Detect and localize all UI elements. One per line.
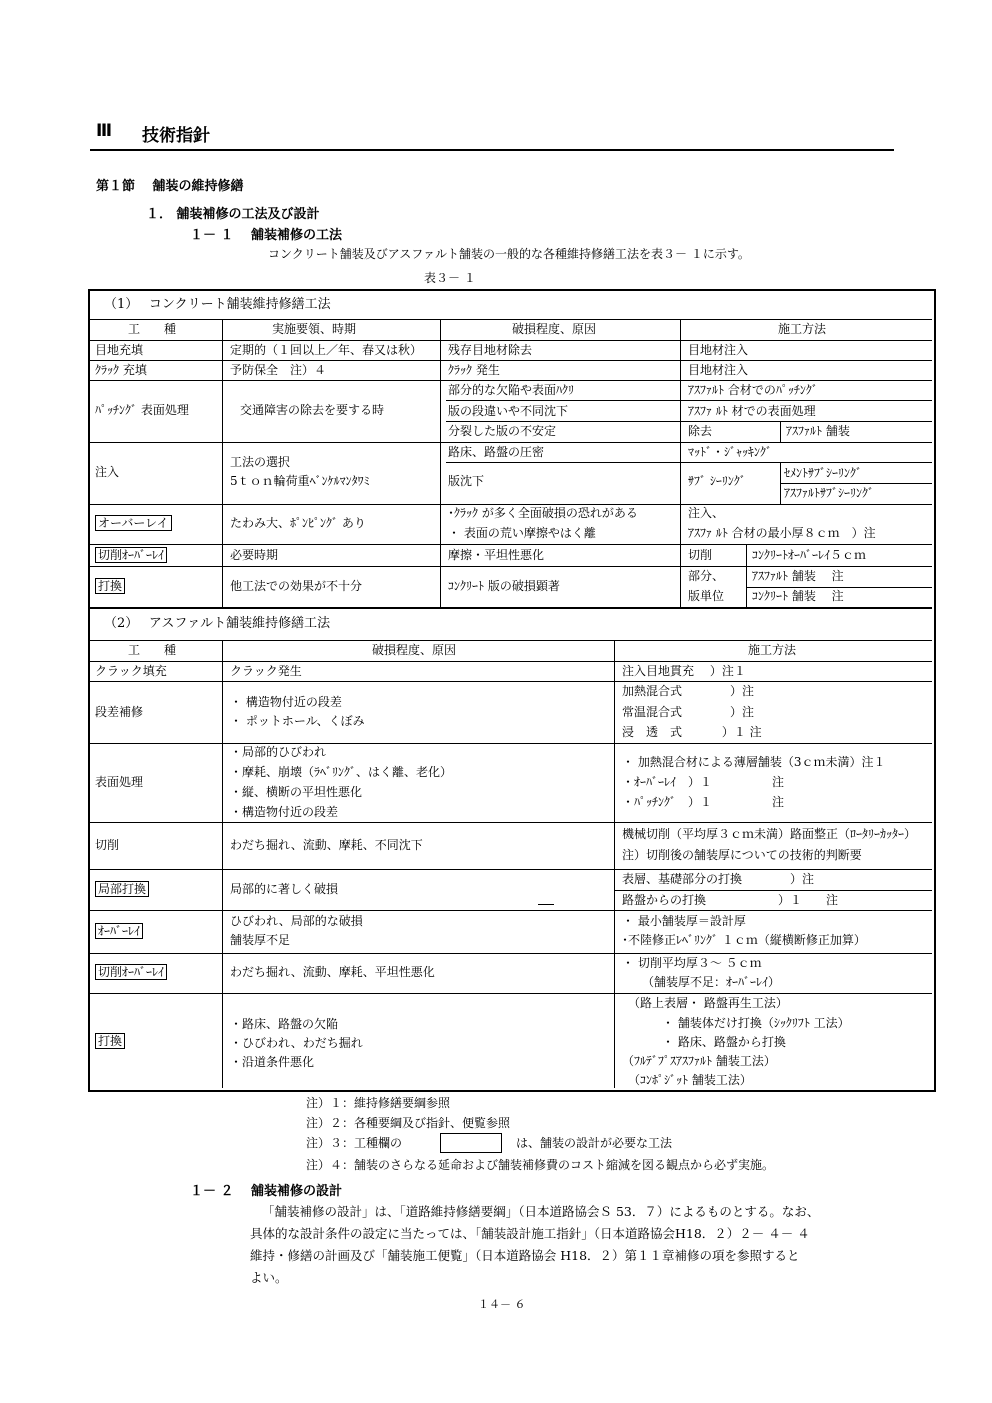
asphalt-r3-damage-3: ・縦、横断の平坦性悪化 — [230, 785, 363, 799]
asphalt-r6-damage-1: ひびわれ、局部的な破損 — [230, 914, 363, 928]
asphalt-r5-method-1: 表層、基礎部分の打換 ）注 — [622, 872, 815, 886]
concrete-r7-method-1b: ｱｽﾌｧﾙﾄ 舗装 注 — [752, 569, 844, 583]
design-required-frame: 打換 — [95, 1033, 125, 1049]
subsection-title: １． 舗装補修の工法及び設計 — [146, 207, 320, 222]
paragraph-line-2: 具体的な設計条件の設定に当たっては、「舗装設計施工指針」（日本道路協会H18．２）２－ ４－ ４ — [250, 1226, 810, 1241]
asphalt-r6-method-2: ･不陸修正ﾚﾍﾞﾘﾝｸﾞ １ｃｍ（縦横断修正加算） — [622, 933, 866, 947]
concrete-r2-damage: ｸﾗｯｸ 発生 — [448, 363, 500, 377]
asphalt-r4-type: 切削 — [95, 838, 120, 852]
asphalt-r8-damage-2: ・ひびわれ、わだち掘れ — [230, 1036, 363, 1050]
asphalt-r1-method: 注入目地貫充 ）注１ — [622, 664, 746, 678]
design-required-frame: 打換 — [95, 578, 125, 594]
asphalt-header-damage: 破損程度、原因 — [372, 643, 457, 657]
subsubsection-title: １－ １ 舗装補修の工法 — [190, 228, 343, 243]
concrete-r6-method-1: 切削 — [688, 548, 713, 562]
asphalt-r8-method-4: （ﾌﾙﾃﾞﾌﾟｽｱｽﾌｧﾙﾄ 舗装工法） — [622, 1054, 776, 1068]
concrete-r4-type: 注入 — [95, 465, 120, 479]
asphalt-r2-method-1: 加熱混合式 ）注 — [622, 684, 755, 698]
concrete-r3-timing: 交通障害の除去を要する時 — [240, 403, 385, 417]
asphalt-r6-method-1: ・ 最小舗装厚＝設計厚 — [622, 914, 746, 928]
asphalt-r8-damage-3: ・沿道条件悪化 — [230, 1055, 315, 1069]
design-required-frame: 切削ｵｰﾊﾞｰﾚｲ — [95, 547, 167, 563]
asphalt-r2-method-2: 常温混合式 ）注 — [622, 705, 755, 719]
concrete-header-method: 施工方法 — [778, 322, 827, 336]
asphalt-r3-type: 表面処理 — [95, 775, 144, 789]
paragraph-line-1: 「舗装補修の設計」は、「道路維持修繕要綱」（日本道路協会Ｓ 53．７）によるものとする。なお、 — [262, 1204, 820, 1219]
concrete-r4-damage-2: 版沈下 — [448, 474, 485, 488]
chapter-rule — [90, 149, 894, 151]
asphalt-r2-type: 段差補修 — [95, 705, 144, 719]
asphalt-r8-method-1: （路上表層・ 路盤再生工法） — [628, 996, 788, 1010]
concrete-r7-method-2b: ｺﾝｸﾘｰﾄ 舗装 注 — [752, 589, 844, 603]
note-1: 注）１：維持修繕要綱参照 — [306, 1096, 451, 1110]
concrete-r1-type: 目地充填 — [95, 343, 144, 357]
asphalt-r8-type — [95, 1034, 125, 1049]
concrete-r1-method: 目地材注入 — [688, 343, 749, 357]
concrete-r5-damage-2: ・ 表面の荒い摩擦やはく離 — [448, 526, 596, 540]
asphalt-r8-method-5: （ｺﾝﾎﾟｼﾞｯﾄ 舗装工法） — [628, 1073, 752, 1087]
table-caption: 表３－ １ — [424, 271, 476, 285]
concrete-header-timing: 実施要領、時期 — [272, 322, 357, 336]
concrete-r5-damage-1: ･ｸﾗｯｸ が多く全面破損の恐れがある — [448, 506, 638, 520]
concrete-r4-timing-2: 5ｔｏｎ輪荷重ﾍﾞﾝｹﾙﾏﾝﾀﾜﾐ — [230, 474, 370, 488]
concrete-r3-method-3a: 除去 — [688, 424, 713, 438]
concrete-r6-damage: 摩擦・平坦性悪化 — [448, 548, 545, 562]
note-2: 注）２：各種要綱及び指針、便覧参照 — [306, 1116, 511, 1130]
concrete-r3-damage-2: 版の段違いや不同沈下 — [448, 404, 569, 418]
concrete-r2-method: 目地材注入 — [688, 363, 749, 377]
asphalt-r3-damage-1: ・局部的ひびわれ — [230, 745, 327, 759]
concrete-r6-type — [95, 548, 167, 563]
concrete-r3-method-2: ｱｽﾌｧ ﾙﾄ 材での表面処理 — [688, 404, 816, 418]
concrete-r4-damage-1: 路床、路盤の圧密 — [448, 445, 545, 459]
concrete-header-damage: 破損程度、原因 — [512, 322, 597, 336]
note-3b: は、舗装の設計が必要な工法 — [516, 1136, 673, 1150]
asphalt-r3-damage-4: ・構造物付近の段差 — [230, 805, 339, 819]
note-4: 注）４：舗装のさらなる延命および舗装補修費のコスト縮減を図る観点から必ず実施。 — [306, 1158, 775, 1172]
concrete-r3-damage-1: 部分的な欠陥や表面ﾊｸﾘ — [448, 383, 575, 397]
concrete-r1-timing: 定期的（１回以上／年、春又は秋） — [230, 343, 423, 357]
concrete-table-title: （1） コンクリート舗装維持修繕工法 — [104, 297, 331, 312]
concrete-r1-damage: 残存目地材除去 — [448, 343, 533, 357]
asphalt-r3-method-1: ・ 加熱混合材による薄層舗装（3ｃｍ未満）注１ — [622, 755, 886, 769]
concrete-r2-type: ｸﾗｯｸ 充填 — [95, 363, 147, 377]
asphalt-header-method: 施工方法 — [748, 643, 797, 657]
concrete-r4-method-1: ﾏｯﾄﾞ・ｼﾞｬｯｷﾝｸﾞ — [688, 445, 773, 459]
asphalt-r5-type — [95, 882, 149, 897]
note-3-frame-sample — [440, 1133, 502, 1153]
asphalt-r6-damage-2: 舗装厚不足 — [230, 933, 291, 947]
paragraph-line-3: 維持・修繕の計画及び「舗装施工便覧」（日本道路協会 H18．２）第１１章補修の項を参照すると — [250, 1248, 800, 1263]
chapter-title: 技術指針 — [142, 126, 210, 146]
design-required-frame: 切削ｵｰﾊﾞｰﾚｲ — [95, 964, 167, 980]
concrete-r4-method-2: ｻﾌﾞ ｼｰﾘﾝｸﾞ — [688, 474, 746, 488]
concrete-r7-timing: 他工法での効果が不十分 — [230, 579, 363, 593]
concrete-r7-method-1a: 部分、 — [688, 569, 725, 583]
concrete-r4-method-2a: ｾﾒﾝﾄｻﾌﾞｼｰﾘﾝｸﾞ — [784, 466, 863, 480]
concrete-r7-type — [95, 579, 125, 594]
asphalt-r7-damage: わだち掘れ、流動、摩耗、平坦性悪化 — [230, 965, 435, 979]
asphalt-r4-damage: わだち掘れ、流動、摩耗、不同沈下 — [230, 838, 423, 852]
concrete-r6-method-2: ｺﾝｸﾘｰﾄｵｰﾊﾞｰﾚｲ５ｃｍ — [752, 548, 867, 562]
asphalt-r5-method-2: 路盤からの打換 ）１ 注 — [622, 893, 839, 907]
subsubsection-title-2: １－ ２ 舗装補修の設計 — [190, 1184, 343, 1199]
concrete-header-type: 工 種 — [128, 322, 177, 336]
concrete-r4-timing-1: 工法の選択 — [230, 455, 291, 469]
asphalt-header-type: 工 種 — [128, 643, 177, 657]
concrete-r4-method-2b: ｱｽﾌｧﾙﾄｻﾌﾞｼｰﾘﾝｸﾞ — [784, 486, 875, 500]
concrete-r7-damage: ｺﾝｸﾘｰﾄ 版の破損顕著 — [448, 579, 560, 593]
asphalt-r3-damage-2: ・摩耗、崩壊（ﾗﾍﾞﾘﾝｸﾞ、はく離、老化） — [230, 765, 453, 779]
concrete-r5-timing: たわみ大、ﾎﾟﾝﾋﾟﾝｸﾞ あり — [230, 516, 366, 530]
design-required-frame: 局部打換 — [95, 881, 149, 897]
intro-text: コンクリート舗装及びアスファルト舗装の一般的な各種維持修繕工法を表３－ １に示す。 — [268, 247, 750, 261]
concrete-r6-timing: 必要時期 — [230, 548, 279, 562]
asphalt-r8-method-3: ・ 路床、路盤から打換 — [662, 1035, 786, 1049]
asphalt-table-title: （2） アスファルト舗装維持修繕工法 — [104, 616, 331, 631]
concrete-r7-method-2a: 版単位 — [688, 589, 725, 603]
asphalt-r5-damage: 局部的に著しく破損 — [230, 882, 339, 896]
paragraph-line-4: よい。 — [250, 1270, 288, 1285]
asphalt-r2-damage-1: ・ 構造物付近の段差 — [230, 695, 342, 709]
section-title: 第１節 舗装の維持修繕 — [96, 179, 244, 194]
asphalt-r8-damage-1: ・路床、路盤の欠陥 — [230, 1017, 339, 1031]
asphalt-r1-type: クラック填充 — [95, 664, 167, 678]
concrete-r5-method-2: ｱｽﾌｧ ﾙﾄ 合材の最小厚８ｃｍ ）注 — [688, 526, 876, 540]
concrete-r2-timing: 予防保全 注）４ — [230, 363, 327, 377]
asphalt-r1-damage: クラック発生 — [230, 664, 302, 678]
asphalt-r6-type — [95, 924, 143, 939]
asphalt-r2-method-3: 浸 透 式 ）１ 注 — [622, 725, 762, 739]
asphalt-r7-type — [95, 965, 167, 980]
design-required-frame: ｵｰﾊﾞｰﾚｲ — [95, 923, 143, 939]
asphalt-r8-method-2: ・ 舗装体だけ打換（ｼｯｸﾘﾌﾄ 工法） — [662, 1016, 850, 1030]
concrete-r5-method-1: 注入、 — [688, 506, 725, 520]
asphalt-r7-method-2: （舗装厚不足：ｵｰﾊﾞｰﾚｲ） — [642, 975, 781, 989]
concrete-r3-damage-3: 分裂した版の不安定 — [448, 424, 557, 438]
asphalt-r4-method-1: 機械切削（平均厚３ｃｍ未満）路面整正（ﾛｰﾀﾘｰｶｯﾀｰ） — [622, 827, 917, 841]
page-number: １４－ ６ — [478, 1298, 526, 1311]
concrete-r3-method-3b: ｱｽﾌｧﾙﾄ 舗装 — [786, 424, 850, 438]
asphalt-r7-method-1: ・ 切削平均厚３～ ５ｃｍ — [622, 956, 762, 970]
dash-mark — [538, 904, 554, 905]
design-required-frame: オーバーレイ — [95, 515, 172, 531]
asphalt-r2-damage-2: ・ ポットホール、くぼみ — [230, 714, 365, 728]
asphalt-r3-method-2: ・ｵｰﾊﾞｰﾚｲ ）１ 注 — [622, 775, 785, 789]
chapter-number: Ⅲ — [96, 121, 113, 141]
note-3a: 注）３：工種欄の — [306, 1136, 403, 1150]
concrete-r3-method-1: ｱｽﾌｧﾙﾄ 合材でのﾊﾟｯﾁﾝｸﾞ — [688, 383, 818, 397]
concrete-r3-type: ﾊﾟｯﾁﾝｸﾞ 表面処理 — [95, 403, 189, 417]
concrete-r5-type — [95, 516, 172, 531]
asphalt-r3-method-3: ・ﾊﾟｯﾁﾝｸﾞ ）１ 注 — [622, 795, 785, 809]
asphalt-r4-method-2: 注）切削後の舗装厚についての技術的判断要 — [622, 848, 862, 862]
